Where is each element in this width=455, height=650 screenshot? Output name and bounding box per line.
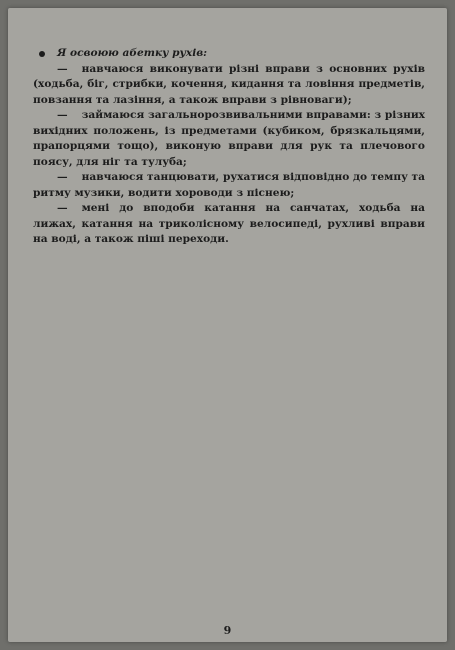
list-item [33, 201, 425, 248]
page-number: 9 [223, 624, 232, 637]
bullet-icon [39, 51, 45, 57]
list-item-text: займаюся загальнорозвивальними вправами: з різних вихідних положень, із предметами (кубиком, брязкальцями, прапорцями тощо), виконую вправи для рук та плечового поясу, для ніг та тулуба; [33, 109, 425, 168]
dash-marker: — [57, 202, 68, 214]
book-page [8, 8, 447, 642]
dash-marker: — [57, 171, 68, 183]
page-content [33, 46, 425, 248]
dash-marker: — [57, 62, 68, 75]
list-item-text: навчаюся виконувати різні вправи з основних рухів (ходьба, біг, стрибки, кочення, кидання та ловіння предметів, повзання та лазіння, а також вправи з рівноваги); [33, 62, 425, 106]
list-item [33, 62, 425, 109]
list-item [33, 170, 425, 201]
list-item [33, 108, 425, 170]
list-item-text: мені до вподоби катання на санчатах, ходьба на лижах, катання на триколісному велосипеді, рухливі вправи на воді, а також піші переходи. [33, 202, 425, 245]
heading-text: Я освоюю абетку рухів: [57, 47, 208, 59]
section-heading [33, 46, 425, 62]
dash-marker: — [57, 109, 68, 121]
list-item-text: навчаюся танцювати, рухатися відповідно до темпу та ритму музики, водити хороводи з піснею; [33, 171, 425, 199]
